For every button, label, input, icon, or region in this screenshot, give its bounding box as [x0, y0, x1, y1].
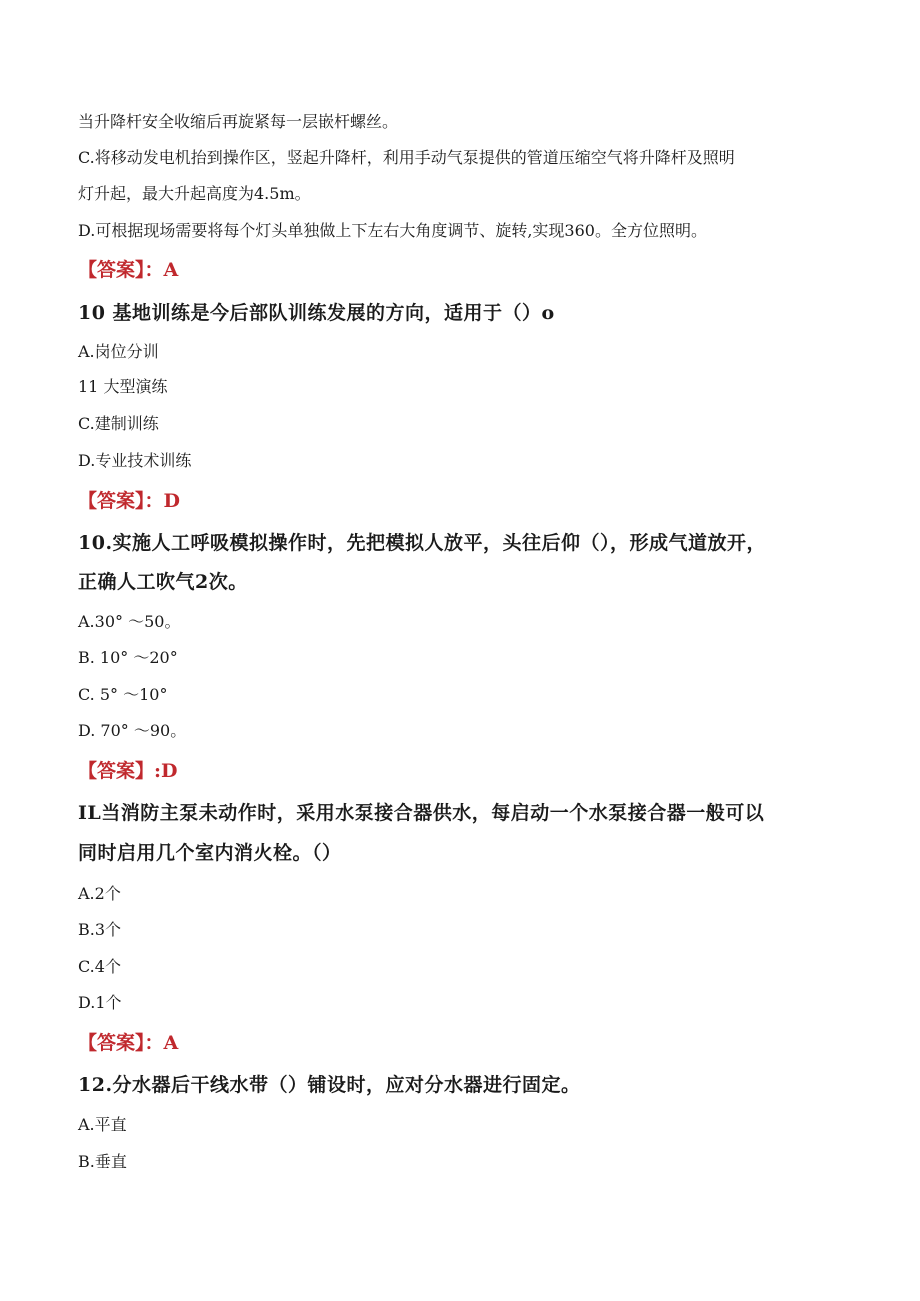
option-d-text: D.1个 — [78, 993, 122, 1012]
option-c-text: C.4个 — [78, 957, 121, 976]
answer-label: 【答案】：D — [78, 490, 180, 512]
option-b-text: 11 大型演练 — [78, 377, 168, 396]
question-stem: IL当消防主泵未动作时，采用水泵接合器供水，每启动一个水泵接合器一般可以 — [78, 802, 765, 824]
option-a-text: A.岗位分训 — [78, 342, 159, 361]
option-c-text: C.将移动发电机抬到操作区，竖起升降杆，利用手动气泵提供的管道压缩空气将升降杆及照明 — [78, 148, 735, 167]
option-a-text: A.30° ～50。 — [78, 612, 181, 631]
option-text: 当升降杆安全收缩后再旋紧每一层嵌杆螺丝。 — [78, 112, 399, 131]
option-a-text: A.平直 — [78, 1115, 127, 1134]
answer-label: 【答案】:D — [78, 760, 178, 782]
option-b-text: B.垂直 — [78, 1152, 127, 1171]
question-stem: 10.实施人工呼吸模拟操作时，先把模拟人放平，头往后仰（），形成气道放开， — [78, 532, 767, 554]
option-a-text: A.2个 — [78, 884, 121, 903]
question-stem: 12.分水器后干线水带（）铺设时，应对分水器进行固定。 — [78, 1074, 581, 1096]
question-stem-continuation: 正确人工吹气2次。 — [78, 571, 248, 593]
option-c-text: C. 5° ～10° — [78, 685, 168, 704]
question-stem-continuation: 同时启用几个室内消火栓。（） — [78, 842, 342, 864]
option-b-text: B.3个 — [78, 920, 122, 939]
option-d-text: D.专业技术训练 — [78, 451, 192, 470]
question-stem: 10 基地训练是今后部队训练发展的方向，适用于（）o — [78, 302, 555, 324]
option-d-text: D.可根据现场需要将每个灯头单独做上下左右大角度调节、旋转,实现360。全方位照明。 — [78, 221, 707, 240]
option-b-text: B. 10° ～20° — [78, 648, 178, 667]
option-c-text: C.建制训练 — [78, 414, 159, 433]
answer-label: 【答案】：A — [78, 1032, 179, 1054]
option-c-continuation: 灯升起，最大升起高度为4.5m。 — [78, 184, 311, 203]
option-d-text: D. 70° ～90。 — [78, 721, 187, 740]
answer-label: 【答案】：A — [78, 259, 179, 281]
